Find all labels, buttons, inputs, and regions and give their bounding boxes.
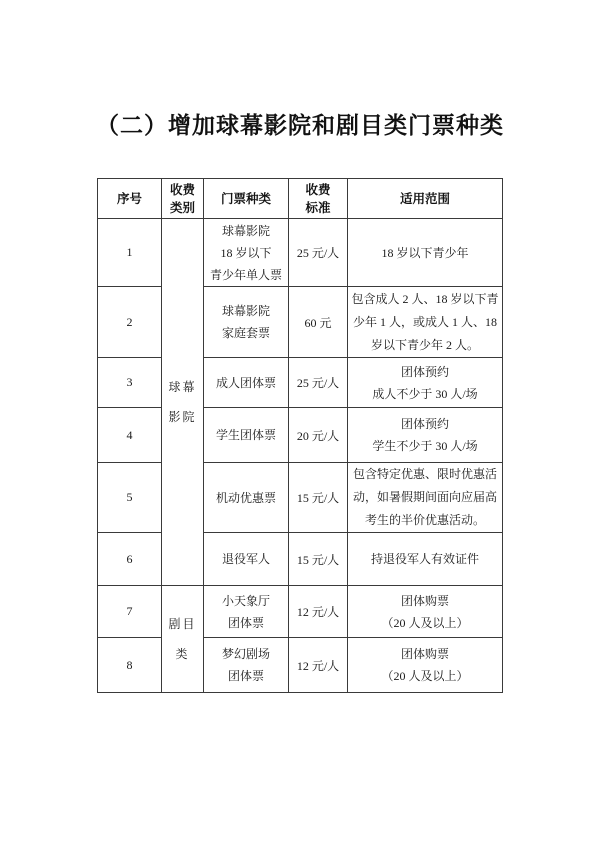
cell-scope (348, 586, 503, 638)
scope-line: 成人不少于 30 人/场 (372, 386, 478, 401)
scope-line: 团体购票 (400, 593, 449, 608)
cell-scope (348, 358, 503, 408)
ticket-type-line: 18 岁以下 (220, 245, 272, 260)
ticket-type-line: 团体票 (227, 615, 264, 630)
cell-ticket-type (204, 219, 289, 287)
header-no (98, 179, 162, 219)
scope-line: （20 人及以上） (381, 615, 469, 630)
header-price-line: 收费 (305, 182, 331, 197)
cell-no: 8 (98, 638, 162, 693)
header-no-label: 序号 (116, 191, 142, 206)
cell-no: 2 (98, 287, 162, 358)
ticket-type-line: 机动优惠票 (215, 490, 276, 505)
cell-no: 3 (98, 358, 162, 408)
cell-ticket-type (204, 638, 289, 693)
ticket-type-line: 家庭套票 (221, 326, 270, 340)
table-row (98, 219, 503, 287)
cell-price: 12 元/人 (289, 586, 348, 638)
cell-no: 4 (98, 408, 162, 463)
category-label-line: 球幕 (168, 380, 197, 394)
header-price-line: 标准 (305, 200, 331, 215)
scope-line: 团体预约 (400, 417, 449, 431)
table-header-row (98, 179, 503, 219)
category-label-line: 影院 (168, 410, 197, 424)
document-title: （二）增加球幕影院和剧目类门票种类 (96, 113, 504, 138)
cell-scope (348, 533, 503, 586)
cell-price: 20 元/人 (289, 408, 348, 463)
header-category (162, 179, 204, 219)
scope-line: 团体购票 (400, 647, 449, 661)
header-ticket-type-label: 门票种类 (220, 191, 271, 206)
cell-ticket-type (204, 533, 289, 586)
cell-price: 12 元/人 (289, 638, 348, 693)
cell-category-dome-cinema (162, 219, 204, 586)
scope-line: 18 岁以下青少年 (381, 245, 469, 260)
scope-line: （20 人及以上） (381, 669, 469, 683)
table-row (98, 533, 503, 586)
ticket-type-line: 小天象厅 (221, 593, 270, 608)
ticket-type-line: 团体票 (227, 669, 264, 683)
cell-no: 7 (98, 586, 162, 638)
cell-ticket-type (204, 463, 289, 533)
table-row (98, 638, 503, 693)
header-ticket-type (204, 179, 289, 219)
table-row (98, 463, 503, 533)
cell-price: 60 元 (289, 287, 348, 358)
scope-line: 团体预约 (400, 364, 449, 379)
cell-scope (348, 638, 503, 693)
table-row (98, 586, 503, 638)
header-price (289, 179, 348, 219)
fee-table (97, 178, 503, 693)
category-label-line: 剧目类 (168, 617, 197, 661)
cell-ticket-type (204, 358, 289, 408)
table-row (98, 287, 503, 358)
cell-price: 15 元/人 (289, 463, 348, 533)
ticket-type-line: 青少年单人票 (209, 267, 282, 282)
header-scope-label: 适用范围 (399, 191, 450, 206)
cell-scope: 包含成人 2 人、18 岁以下青少年 1 人，或成人 1 人、18 岁以下青少年 2 人。 (348, 287, 503, 358)
cell-scope (348, 408, 503, 463)
ticket-type-line: 成人团体票 (215, 375, 276, 390)
cell-ticket-type (204, 586, 289, 638)
cell-price: 25 元/人 (289, 219, 348, 287)
cell-no: 1 (98, 219, 162, 287)
ticket-type-line: 学生团体票 (215, 428, 276, 442)
cell-ticket-type (204, 408, 289, 463)
cell-no: 5 (98, 463, 162, 533)
ticket-type-line: 球幕影院 (221, 223, 270, 238)
cell-scope (348, 219, 503, 287)
cell-scope: 包含特定优惠、限时优惠活动，如暑假期间面向应届高考生的半价优惠活动。 (348, 463, 503, 533)
scope-line: 持退役军人有效证件 (370, 552, 479, 566)
cell-ticket-type (204, 287, 289, 358)
ticket-type-line: 梦幻剧场 (221, 647, 270, 661)
ticket-type-line: 球幕影院 (221, 304, 270, 318)
header-category-line: 收费 (169, 182, 195, 197)
cell-price: 25 元/人 (289, 358, 348, 408)
cell-category-repertoire (162, 586, 204, 693)
cell-no: 6 (98, 533, 162, 586)
table-row (98, 408, 503, 463)
header-scope (348, 179, 503, 219)
cell-price: 15 元/人 (289, 533, 348, 586)
scope-line: 学生不少于 30 人/场 (372, 439, 478, 453)
header-category-line: 类别 (169, 200, 195, 215)
table-row (98, 358, 503, 408)
ticket-type-line: 退役军人 (221, 552, 270, 566)
